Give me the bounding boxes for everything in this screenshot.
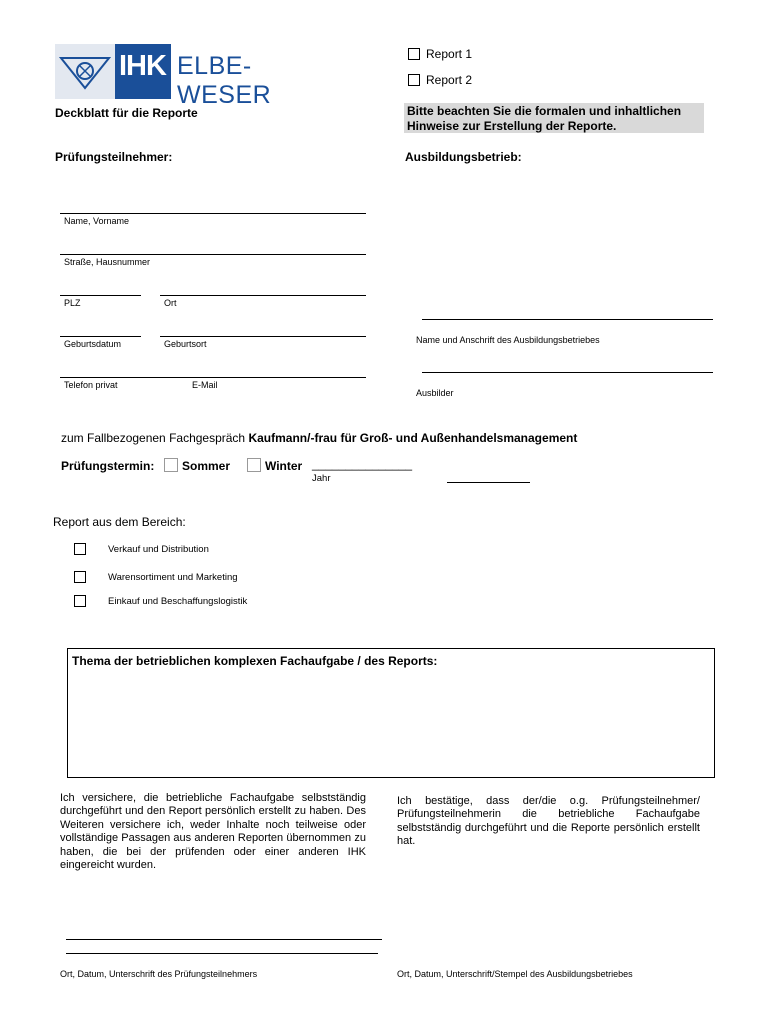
candidate-signature-label: Ort, Datum, Unterschrift des Prüfungsteilnehmers — [60, 969, 258, 979]
trainer-label: Ausbilder — [416, 388, 454, 398]
exam-profession: Kaufmann/-frau für Groß- und Außenhandelsmanagement — [248, 431, 578, 445]
city-label: Ort — [164, 298, 177, 308]
area-option-2-label: Warensortiment und Marketing — [108, 572, 238, 583]
company-declaration: Ich bestätige, dass der/die o.g. Prüfungsteilnehmer/ Prüfungsteilnehmerin die betriebliche Fachaufgabe selbstständig durchgeführt und die Reporte persönlich erstellt hat. — [397, 795, 700, 848]
area-option-1-checkbox[interactable] — [74, 543, 86, 555]
street-label: Straße, Hausnummer — [64, 257, 151, 267]
hint-text: Bitte beachten Sie die formalen und inhaltlichen Hinweise zur Erstellung der Reporte. — [407, 104, 682, 133]
name-line[interactable] — [60, 213, 366, 214]
exam-intro: zum Fallbezogenen Fachgespräch — [61, 431, 249, 445]
area-option-2-checkbox[interactable] — [74, 571, 86, 583]
year-blank[interactable]: _______________ — [312, 457, 413, 471]
company-heading: Ausbildungsbetrieb: — [405, 150, 522, 164]
name-label: Name, Vorname — [64, 216, 130, 226]
logo-region: ELBE-WESER — [177, 52, 272, 109]
candidate-heading: Prüfungsteilnehmer: — [55, 150, 173, 164]
topic-box[interactable] — [67, 648, 715, 778]
company-address-label: Name und Anschrift des Ausbildungsbetriebes — [416, 335, 600, 345]
candidate-declaration: Ich versichere, die betriebliche Fachaufgabe selbstständig durchgeführt und den Report persönlich erstellt zu haben. Des Weiteren versichere ich, weder Inhalte noch teilweise oder vollständige Passagen aus anderen Reporten übernommen zu haben, die bei der prüfenden oder einer anderen IHK eingereicht wurden. — [60, 792, 366, 872]
city-line[interactable] — [160, 295, 366, 296]
area-label: Report aus dem Bereich: — [53, 515, 186, 529]
exam-extra-line[interactable] — [447, 482, 530, 483]
exam-title — [61, 431, 577, 445]
contact-line[interactable] — [60, 377, 366, 378]
ihk-emblem-icon — [59, 52, 111, 92]
trainer-line[interactable] — [422, 372, 713, 373]
hint-box — [404, 103, 704, 133]
report-2-label: Report 2 — [426, 73, 473, 87]
birthplace-line[interactable] — [160, 336, 366, 337]
signature-line-upper[interactable] — [66, 939, 382, 940]
exam-date-label: Prüfungstermin: — [61, 459, 155, 473]
summer-label: Sommer — [182, 459, 231, 473]
winter-label: Winter — [265, 459, 303, 473]
phone-label: Telefon privat — [64, 380, 118, 390]
signature-line-lower[interactable] — [66, 953, 378, 954]
zip-label: PLZ — [64, 298, 81, 308]
birthdate-line[interactable] — [60, 336, 141, 337]
area-option-3-checkbox[interactable] — [74, 595, 86, 607]
area-option-1-label: Verkauf und Distribution — [108, 544, 209, 555]
area-option-3-label: Einkauf und Beschaffungslogistik — [108, 596, 248, 607]
summer-checkbox[interactable] — [164, 458, 178, 472]
zip-line[interactable] — [60, 295, 141, 296]
cover-title: Deckblatt für die Reporte — [55, 106, 198, 120]
street-line[interactable] — [60, 254, 366, 255]
topic-label: Thema der betrieblichen komplexen Fachaufgabe / des Reports: — [72, 654, 438, 668]
report-1-checkbox[interactable] — [408, 48, 420, 60]
ihk-logo — [55, 44, 317, 109]
company-address-line[interactable] — [422, 319, 713, 320]
winter-checkbox[interactable] — [247, 458, 261, 472]
logo-mark: IHK — [119, 50, 166, 82]
report-1-label: Report 1 — [426, 47, 473, 61]
birthdate-label: Geburtsdatum — [64, 339, 122, 349]
email-label: E-Mail — [192, 380, 218, 390]
company-signature-label: Ort, Datum, Unterschrift/Stempel des Ausbildungsbetriebes — [397, 969, 633, 979]
year-label: Jahr — [312, 473, 331, 484]
birthplace-label: Geburtsort — [164, 339, 207, 349]
report-2-checkbox[interactable] — [408, 74, 420, 86]
